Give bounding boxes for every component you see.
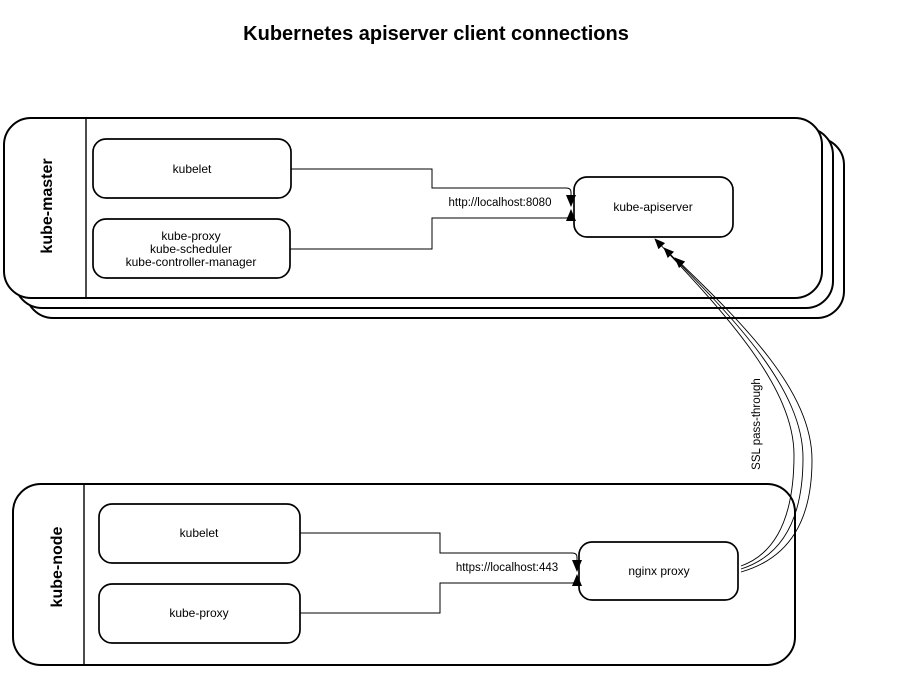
node-control-stack-line3: kube-controller-manager: [125, 255, 257, 269]
node-kube-apiserver-label: kube-apiserver: [613, 200, 693, 214]
node-kube-proxy-label: kube-proxy: [169, 606, 229, 620]
kube-node-group: [13, 484, 795, 665]
edge-label-https: https://localhost:443: [455, 562, 559, 574]
edge-label-http: http://localhost:8080: [448, 197, 552, 209]
node-nginx-proxy-label: nginx proxy: [628, 564, 690, 578]
kube-master-group: [4, 118, 844, 318]
node-kubelet-node-label: kubelet: [179, 526, 219, 540]
node-control-stack-line2: kube-scheduler: [149, 242, 233, 256]
node-kubelet-master-label: kubelet: [172, 162, 212, 176]
node-control-stack-line1: kube-proxy: [161, 229, 221, 243]
kube-node-label: kube-node: [49, 526, 66, 608]
diagram-title: Kubernetes apiserver client connections: [243, 23, 629, 45]
edge-label-ssl-passthrough: SSL pass-through: [751, 378, 763, 470]
kube-master-label: kube-master: [39, 158, 56, 254]
